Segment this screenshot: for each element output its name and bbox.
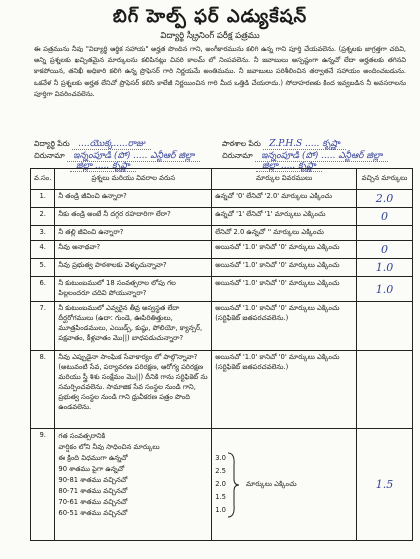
row-question: నీ కుటుంబములో ఎవ్వరైన తీవ్ర అస్వస్థత లేదా దీర్ఘరోగములు (ఉదా: గుండె, ఊపిరితిత్తులు, మూత్రపిండములు, ఎయిడ్స్, కుష్ఠు, పోలియో, క్యాన్సర్, పక్షవాతం, కీళ్లవాతం మొ||) బాధపడుచున్నారా?: [55, 302, 212, 351]
row-sl: 8.: [31, 351, 55, 429]
q9-line: 80-71 శాతము వచ్చినచో: [58, 487, 128, 495]
row-question: నీవు అనాథవా?: [55, 241, 212, 259]
mark-value: 0: [381, 243, 389, 256]
row-mark[interactable]: [357, 429, 413, 541]
row-question: నీ తల్లి జీవించి ఉన్నారా?: [55, 226, 212, 241]
score-value: 1.5: [215, 493, 226, 501]
q9-line: 90-81 శాతము వచ్చినచో: [58, 476, 128, 484]
row-sl: 5.: [31, 259, 55, 277]
table-row: [31, 190, 413, 208]
row-how: లేనిచో 2.0 ఉన్నచో '' మార్కులు ఎక్కించు: [212, 226, 357, 241]
row-how: అయినచో '1.0' కానిచో '0' మార్కులు ఎక్కించు: [212, 259, 357, 277]
row-question: నీ కుటుంబములో 18 సంవత్సరాల లోపు గల పిల్లలందరూ చదివి పోయున్నారా?: [55, 277, 212, 302]
page-subtitle: విద్యార్థి స్క్రీనింగ్ పరీక్ష పత్రము: [160, 31, 260, 41]
row-mark[interactable]: [357, 302, 413, 351]
row-question: నీవు ప్రభుత్వ పాఠశాలకు వెళ్ళుచున్నావా?: [55, 259, 212, 277]
table-row: [31, 429, 413, 541]
row-sl: 2.: [31, 208, 55, 226]
header-marks: వచ్చిన మార్కులు: [357, 169, 413, 190]
row-how: ఉన్నచో '0' లేనిచో '2.0' మార్కులు ఎక్కించు: [212, 190, 357, 208]
school-address-label: చిరునామా: [222, 151, 253, 160]
school-name-value: Z.P.H.S ..... కృష్ణా: [263, 139, 346, 150]
score-value: 1.0: [215, 506, 226, 514]
row-how: అయినచో '1.0' కానిచో '0' మార్కులు ఎక్కించు (సర్టిఫికెట్ జతపరచవలెను.): [212, 302, 357, 351]
row-sl: 6.: [31, 277, 55, 302]
student-name-value: ....యొక్క.....రాజు: [72, 139, 151, 150]
header-question: ప్రశ్నలు మరియు వివరాల వరుస: [55, 169, 212, 190]
row-mark[interactable]: [357, 351, 413, 429]
row-how: అయినచో '1.0' కానిచో '0' మార్కులు ఎక్కించు (సర్టిఫికెట్ జతపరచవలెను.): [212, 351, 357, 429]
brace-icon: [226, 451, 240, 519]
row-mark[interactable]: [357, 190, 413, 208]
row-mark[interactable]: [357, 208, 413, 226]
school-name-field[interactable]: [222, 139, 346, 151]
q9-line: 70-61 శాతము వచ్చినచో: [58, 498, 128, 506]
q9-line: గత సంవత్సరానికి: [58, 432, 106, 440]
row-how-text: మార్కులు ఎక్కించు: [246, 479, 297, 488]
score-value: 3.0: [215, 454, 226, 462]
score-list: [215, 452, 226, 517]
screening-table: [30, 168, 413, 541]
school-address-value: ఇన్నంపూడి (పో) ..... ఎన్టీఆర్ జిల్లా: [255, 151, 388, 162]
q9-line: 90 శాతము పైగా ఉన్నచో: [58, 465, 125, 473]
table-row: [31, 351, 413, 429]
student-address-value: ఇన్నంపూడి (పో) ..... ఎన్టీఆర్ జిల్లా: [67, 151, 200, 162]
row-question: [55, 429, 212, 541]
q9-line: 60-51 శాతము వచ్చినచో: [58, 509, 128, 517]
q9-line: వార్షికం లోని నీవు సాధించిన మార్కులు: [58, 443, 160, 451]
table-row: [31, 259, 413, 277]
table-row: [31, 277, 413, 302]
row-mark[interactable]: [357, 259, 413, 277]
header-how: మార్కుల వివరములు: [212, 169, 357, 190]
page-title: బిగ్ హెల్ప్ ఫర్ ఎడ్యుకేషన్: [112, 6, 308, 27]
row-mark[interactable]: [357, 241, 413, 259]
school-name-label: పాఠశాల పేరు: [222, 139, 261, 148]
score-value: 2.0: [215, 480, 226, 488]
student-name-label: విద్యార్థి పేరు: [34, 139, 70, 148]
score-brace: [215, 451, 353, 519]
row-sl: 1.: [31, 190, 55, 208]
table-row: [31, 226, 413, 241]
table-header-row: [31, 169, 413, 190]
mark-value: 2.0: [375, 192, 394, 205]
table-row: [31, 208, 413, 226]
q9-line: ఈ క్రింది విధముగా ఉన్నచో: [58, 454, 128, 462]
mark-value: 1.5: [375, 478, 394, 491]
school-district-value: జిల్లా ..... కృష్ణా: [256, 161, 322, 172]
row-how: ఉన్నచో '1' లేనిచో '1' మార్కులు ఎక్కించు: [212, 208, 357, 226]
row-how: అయినచో '1.0' కానిచో '0' మార్కులు ఎక్కించు: [212, 277, 357, 302]
student-district-value: జిల్లా ..... కృష్ణా: [70, 161, 136, 172]
row-question: నీ తండ్రి జీవించి ఉన్నారా?: [55, 190, 212, 208]
row-question: నీకు తండ్రి అంటే నీ దగ్గర రహదారిగా లేరా?: [55, 208, 212, 226]
row-question: నీవు ఎప్పుడైనా సాంఘిక సేవాకార్యం లో పాల్గొన్నావా? (అటువంటి సేవ, పర్యావరణ పరిరక్షణ, ఆరోగ్య పరిరక్షణ మరియు స్త్రీ శిశు సంక్షేమం మొ||) దీనికి గాను సర్టిఫికెట్ ను సమర్పించవలెను. సామాజిక సేవ సంస్థల నుండి గాని, ప్రభుత్వ సంస్థల నుండి గాని ధ్రువీకరణ పత్రం పొంది ఉండవలెను.: [55, 351, 212, 429]
score-value: 2.5: [215, 467, 226, 475]
student-address-label: చిరునామా: [34, 151, 65, 160]
row-sl: 9.: [31, 429, 55, 541]
mark-value: 1.0: [375, 282, 394, 296]
row-sl: 7.: [31, 302, 55, 351]
header-sl: వ.సం.: [31, 169, 55, 190]
row-how: [212, 429, 357, 541]
row-mark[interactable]: [357, 277, 413, 302]
mark-value: 0: [381, 210, 389, 223]
student-name-field[interactable]: [34, 139, 151, 151]
table-row: [31, 241, 413, 259]
row-sl: 4.: [31, 241, 55, 259]
intro-paragraph: ఈ పత్రమును నీవు "విద్యార్థి ఆర్థిక సహాయ" అర్హత పొందిన గాని, అంగీకారమును కలిగి ఉన్న గాని పూర్తి చేయవలెను. (ప్రశ్నలకు జాగ్రత్తగా చదివి, అన్ని ప్రశ్నలకు ఖచ్చితమైన మార్కులను కలిపినట్లు చివరి కాలమ్ లో నింపవలెను. నీ జవాబులు అస్పష్టంగా ఉన్నచో లేదా అర్హతలకు తగినవి కాకపోయిన, తనిఖీ అధికారి కలిగి ఉన్న ప్రొఫెసర్ గారి నిర్ణయమే అంతిమము. నీ జవాబులు పరిశీలించిన తర్వాతనే సహాయం అందించబడును. ఒకవేళ నీ ప్రశ్నలకు అర్హత లేనిచో ప్రొఫెసర్ కలిసి కాలేజీ నిర్ణయించిన గారి మీద ఒత్తిడి చేయరాదు.) సోదాహరణకు కింద ఇవ్వబడిన నీ అవసరాలను పూర్తిగా వివరించవలెను.: [34, 45, 406, 98]
row-sl: 3.: [31, 226, 55, 241]
row-how: అయినచో '1.0' కానిచో '0' మార్కులు ఎక్కించు: [212, 241, 357, 259]
row-mark[interactable]: [357, 226, 413, 241]
mark-value: 1.0: [375, 261, 394, 274]
table-row: [31, 302, 413, 351]
